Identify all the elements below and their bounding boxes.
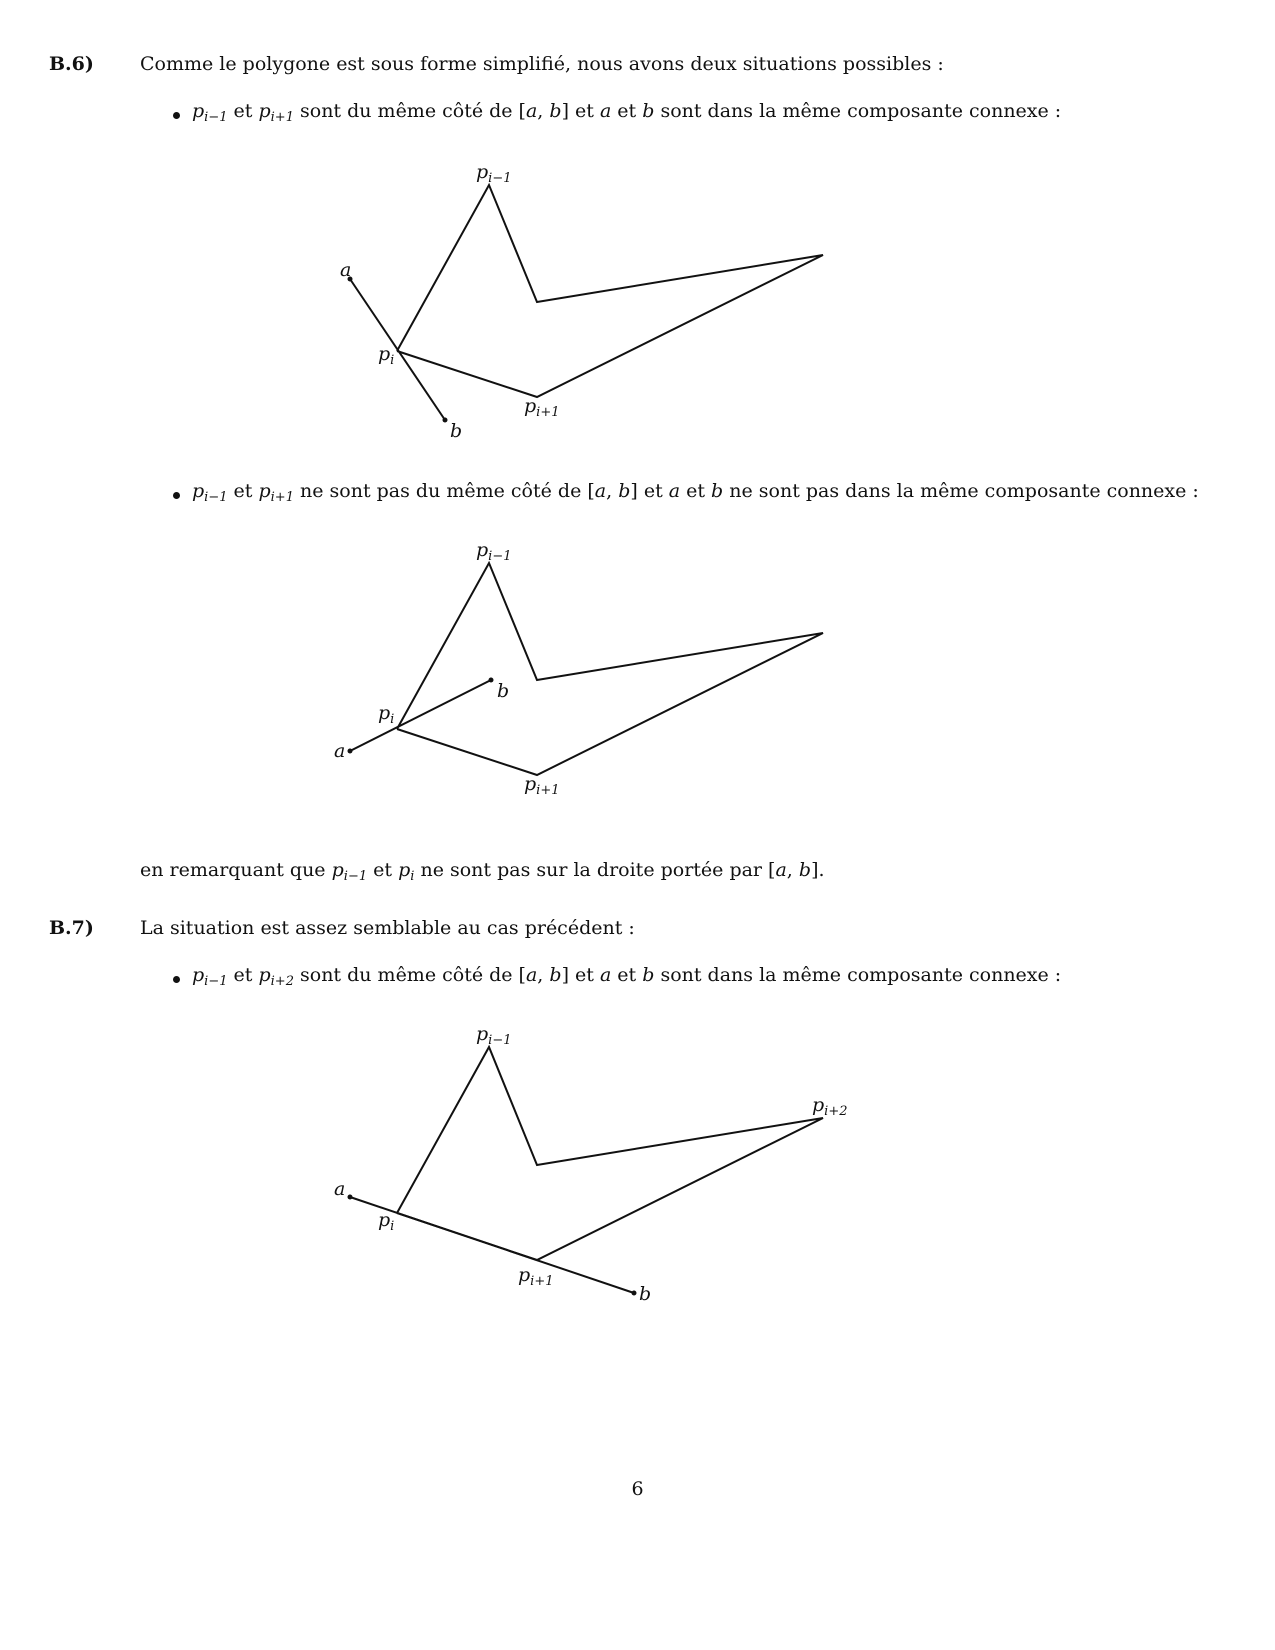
math-a: a: [668, 480, 681, 502]
math-a: a: [525, 964, 538, 986]
label-p-i-minus-1: $p_{i-1}$: [476, 539, 512, 564]
text: et: [227, 480, 259, 502]
text: et: [367, 859, 399, 881]
text: sont du même côté de [: [293, 100, 526, 122]
label-a: a: [340, 259, 352, 281]
math-a: a: [775, 859, 787, 881]
text: ].: [811, 859, 825, 881]
math-sub: i−1: [204, 110, 228, 125]
label-p-i: $p_i$: [378, 702, 395, 727]
label-p-i-plus-2: $p_{i+2}$: [812, 1094, 848, 1119]
label-p-i-minus-1: $p_{i-1}$: [476, 161, 512, 186]
math-sub: i: [410, 869, 415, 884]
label-b: b: [639, 1283, 652, 1305]
text: en remarquant que: [140, 859, 332, 881]
math-a: a: [599, 964, 612, 986]
label-p-i-minus-1: $p_{i-1}$: [476, 1023, 512, 1048]
text: et: [227, 964, 259, 986]
math-b: b: [549, 964, 562, 986]
math-p: p: [258, 480, 271, 502]
text: ] et: [630, 480, 669, 502]
text: ,: [606, 480, 619, 502]
polygon-edges: [397, 1047, 823, 1260]
math-b: b: [549, 100, 562, 122]
text: ne sont pas sur la droite portée par [: [414, 859, 776, 881]
b6-intro: Comme le polygone est sous forme simplifié, nous avons deux situations possibles :: [140, 53, 944, 75]
math-sub: i−1: [204, 974, 228, 989]
text: ,: [537, 100, 550, 122]
label-p-i: $p_i$: [378, 1209, 395, 1234]
text: ] et: [561, 964, 600, 986]
b7-intro: La situation est assez semblable au cas précédent :: [140, 917, 635, 939]
section-label-b6: B.6): [49, 53, 94, 75]
text: et: [680, 480, 712, 502]
math-p: p: [331, 859, 344, 881]
math-b: b: [711, 480, 724, 502]
label-a: a: [334, 1178, 346, 1200]
label-b: b: [497, 680, 510, 702]
text: ] et: [561, 100, 600, 122]
section-label-b7: B.7): [49, 917, 94, 939]
text: ne sont pas du même côté de [: [293, 480, 595, 502]
text: et: [611, 964, 643, 986]
math-p: p: [192, 964, 205, 986]
text: sont du même côté de [: [293, 964, 526, 986]
point-b: [632, 1291, 637, 1296]
text: et: [611, 100, 643, 122]
math-p: p: [398, 859, 411, 881]
math-p: p: [192, 100, 205, 122]
text: sont dans la même composante connexe :: [654, 100, 1062, 122]
label-p-i-plus-1: $p_{i+1}$: [524, 773, 560, 798]
math-b: b: [642, 100, 655, 122]
math-sub: i−1: [343, 869, 368, 884]
label-p-i-plus-1: $p_{i+1}$: [524, 395, 560, 420]
math-sub: i+1: [270, 490, 294, 505]
math-sub: i−1: [204, 490, 228, 505]
label-p-i: $p_i$: [378, 343, 395, 368]
polygon-3: [350, 1047, 823, 1293]
math-b: b: [618, 480, 631, 502]
text: et: [227, 100, 259, 122]
text: ,: [537, 964, 550, 986]
label-b: b: [450, 420, 463, 442]
math-p: p: [192, 480, 205, 502]
math-a: a: [599, 100, 612, 122]
math-p: p: [258, 964, 271, 986]
segment-ab: [350, 1197, 634, 1293]
math-p: p: [258, 100, 271, 122]
math-a: a: [525, 100, 538, 122]
math-sub: i+1: [270, 110, 294, 125]
page-number: 6: [631, 1478, 644, 1500]
label-a: a: [334, 740, 346, 762]
text: ,: [786, 859, 799, 881]
text: ne sont pas dans la même composante connexe :: [723, 480, 1199, 502]
text: sont dans la même composante connexe :: [654, 964, 1062, 986]
label-p-i-plus-1: $p_{i+1}$: [518, 1264, 554, 1289]
point-a: [348, 1195, 353, 1200]
math-b: b: [798, 859, 812, 881]
math-a: a: [594, 480, 607, 502]
math-sub: i+2: [270, 974, 294, 989]
math-b: b: [642, 964, 655, 986]
